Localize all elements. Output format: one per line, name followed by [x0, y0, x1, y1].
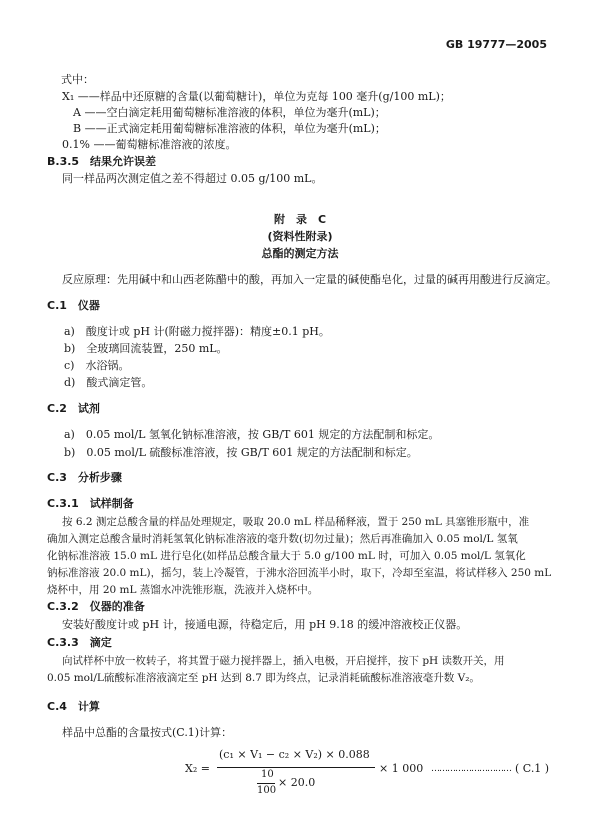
formula-den-rest: × 20.0	[278, 776, 316, 789]
formula-den-denominator: 100	[257, 785, 277, 796]
definition-concentration: 0.1% ——葡萄糖标准溶液的浓度。	[62, 138, 237, 151]
appendix-title: 附 录 C	[273, 213, 327, 226]
section-b35-text: 同一样品两次测定值之差不得超过 0.05 g/100 mL。	[62, 172, 323, 185]
formula-den-numerator: 10	[261, 769, 274, 780]
appendix-subtitle: (资料性附录)	[267, 230, 333, 243]
c1-item-c: c) 水浴锅。	[64, 359, 130, 372]
section-c32-heading: C.3.2 仪器的准备	[47, 600, 145, 613]
section-b35-heading: B.3.5 结果允许误差	[47, 155, 157, 168]
section-c1-heading: C.1 仪器	[47, 299, 100, 312]
formula-lhs: X₂ =	[185, 762, 210, 775]
c32-text: 安装好酸度计或 pH 计，接通电源，待稳定后，用 pH 9.18 的缓冲溶液校正仪器。	[62, 618, 468, 631]
definition-a: A ——空白滴定耗用葡萄糖标准溶液的体积，单位为毫升(mL)；	[73, 106, 386, 119]
c4-intro: 样品中总酯的含量按式(C.1)计算：	[62, 726, 233, 739]
section-c4-heading: C.4 计算	[47, 700, 100, 713]
c2-item-b: b) 0.05 mol/L 硫酸标准溶液，按 GB/T 601 规定的方法配制和标定。	[64, 446, 418, 459]
appendix-name: 总酯的测定方法	[261, 247, 339, 260]
formula-multiplier: × 1 000	[379, 762, 424, 775]
c31-line-2: 确加入测定总酸含量时消耗氢氧化钠标准溶液的毫升数(切勿过量)；然后再准确加入 0.05 mol/L 氢氧	[47, 533, 518, 545]
c31-line-3: 化钠标准溶液 15.0 mL 进行皂化(如样品总酸含量大于 5.0 g/100 mL 时，可加入 0.05 mol/L 氢氧化	[47, 550, 526, 562]
formula-number: ( C.1 )	[515, 762, 550, 775]
section-c31-heading: C.3.1 试样制备	[47, 497, 134, 510]
c1-item-d: d) 酸式滴定管。	[64, 376, 153, 389]
c1-item-b: b) 全玻璃回流装置，250 mL。	[64, 342, 228, 355]
c33-line-2: 0.05 mol/L硫酸标准溶液滴定至 pH 达到 8.7 即为终点，记录消耗硫酸标准溶液毫升数 V₂。	[47, 672, 480, 684]
formula-leader-dots: …………………………	[431, 764, 511, 774]
formula-main-fraction-bar	[217, 767, 375, 768]
reaction-principle: 反应原理：先用碱中和山西老陈醋中的酸，再加入一定量的碱使酯皂化，过量的碱再用酸进行反滴定。	[62, 273, 557, 286]
c31-line-1: 按 6.2 测定总酸含量的样品处理规定，吸取 20.0 mL 样品稀释液，置于 250 mL 具塞锥形瓶中，准	[62, 516, 530, 528]
where-intro: 式中：	[61, 73, 94, 86]
definition-b: B ——正式滴定耗用葡萄糖标准溶液的体积，单位为毫升(mL)；	[73, 122, 386, 135]
standard-number: GB 19777—2005	[445, 38, 547, 51]
formula-c1	[61, 748, 561, 826]
c31-line-4: 钠标准溶液 20.0 mL)，摇匀，装上冷凝管，于沸水浴回流半小时，取下，冷却至室温，将试样移入 250 mL	[47, 567, 552, 579]
section-c2-heading: C.2 试剂	[47, 402, 100, 415]
section-c33-heading: C.3.3 滴定	[47, 636, 112, 649]
c2-item-a: a) 0.05 mol/L 氢氧化钠标准溶液，按 GB/T 601 规定的方法配制和标定。	[64, 428, 440, 441]
section-c3-heading: C.3 分析步骤	[47, 471, 122, 484]
c33-line-1: 向试样杯中放一枚转子，将其置于磁力搅拌器上，插入电极，开启搅拌，按下 pH 读数开关，用	[62, 655, 505, 667]
formula-numerator: (c₁ × V₁ − c₂ × V₂) × 0.088	[219, 748, 370, 761]
definition-x1: X₁ ——样品中还原糖的含量(以葡萄糖计)，单位为克每 100 毫升(g/100 mL)；	[62, 90, 451, 103]
c1-item-a: a) 酸度计或 pH 计(附磁力搅拌器)：精度±0.1 pH。	[64, 325, 330, 338]
c31-line-5: 烧杯中，用 20 mL 蒸馏水冲洗锥形瓶，洗液并入烧杯中。	[47, 584, 319, 596]
